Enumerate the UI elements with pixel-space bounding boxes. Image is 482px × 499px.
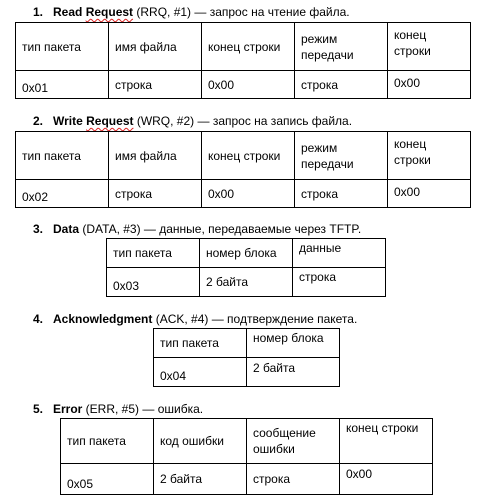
header-cell: сообщение ошибки [247, 419, 340, 464]
section-description: (DATA, #3) — данные, передаваемые через TFTP. [79, 222, 362, 236]
header-cell: номер блока [200, 239, 293, 268]
table-header-row [16, 23, 471, 71]
header-cell: код ошибки [154, 419, 247, 464]
table-value-row [16, 71, 471, 99]
packet-table-ack [153, 328, 340, 387]
header-cell: тип пакета [107, 239, 200, 268]
table-header-row [61, 419, 433, 464]
header-cell: тип пакета [16, 23, 109, 71]
header-cell: конец строки [388, 132, 471, 180]
section-description: (RRQ, #1) — запрос на чтение файла. [133, 5, 350, 19]
value-cell: 0x03 [107, 268, 200, 297]
header-cell: номер блока [247, 329, 340, 358]
header-cell: конец строки [202, 132, 295, 180]
section-title: Acknowledgment [53, 312, 153, 326]
section-number: 4. [33, 312, 44, 326]
packet-table-data [106, 238, 386, 297]
value-cell: 0x00 [340, 464, 433, 495]
value-cell: строка [295, 71, 388, 99]
section-number: 3. [33, 222, 44, 236]
table-header-row [107, 239, 386, 268]
section-title: Read Request [53, 5, 134, 19]
header-cell: конец строки [340, 419, 433, 464]
value-cell: строка [295, 180, 388, 208]
header-cell: тип пакета [154, 329, 247, 358]
header-cell: данные [293, 239, 386, 268]
header-cell: имя файла [109, 23, 202, 71]
section-5-heading [33, 402, 203, 416]
packet-table-err [60, 418, 433, 495]
header-cell: режим передачи [295, 132, 388, 180]
value-cell: 0x00 [388, 71, 471, 99]
header-cell: тип пакета [61, 419, 154, 464]
header-cell: тип пакета [16, 132, 109, 180]
value-cell: строка [109, 180, 202, 208]
value-cell: 0x04 [154, 358, 247, 387]
section-number: 1. [33, 5, 44, 19]
packet-table-wrq [15, 131, 471, 208]
table-value-row [16, 180, 471, 208]
header-cell: режим передачи [295, 23, 388, 71]
section-number: 5. [33, 402, 44, 416]
value-cell: 0x05 [61, 464, 154, 495]
value-cell: строка [247, 464, 340, 495]
value-cell: строка [109, 71, 202, 99]
table-value-row [154, 358, 340, 387]
section-4-heading [33, 312, 357, 326]
table-value-row [61, 464, 433, 495]
section-description: (WRQ, #2) — запрос на запись файла. [133, 114, 353, 128]
value-cell: 0x00 [202, 180, 295, 208]
section-1-heading [33, 5, 350, 19]
section-title: Data [53, 222, 80, 236]
section-2-heading [33, 114, 352, 128]
header-cell: конец строки [202, 23, 295, 71]
value-cell: 2 байта [247, 358, 340, 387]
table-header-row [154, 329, 340, 358]
section-description: (ERR, #5) — ошибка. [82, 402, 204, 416]
value-cell: 0x00 [388, 180, 471, 208]
section-number: 2. [33, 114, 44, 128]
header-cell: имя файла [109, 132, 202, 180]
packet-table-rrq [15, 22, 471, 99]
value-cell: 0x01 [16, 71, 109, 99]
table-value-row [107, 268, 386, 297]
value-cell: 2 байта [154, 464, 247, 495]
section-3-heading [33, 222, 361, 236]
value-cell: 2 байта [200, 268, 293, 297]
section-title: Error [53, 402, 83, 416]
table-header-row [16, 132, 471, 180]
value-cell: 0x02 [16, 180, 109, 208]
value-cell: строка [293, 268, 386, 297]
section-description: (ACK, #4) — подтверждение пакета. [152, 312, 358, 326]
header-cell: конец строки [388, 23, 471, 71]
section-title: Write Request [53, 114, 134, 128]
value-cell: 0x00 [202, 71, 295, 99]
